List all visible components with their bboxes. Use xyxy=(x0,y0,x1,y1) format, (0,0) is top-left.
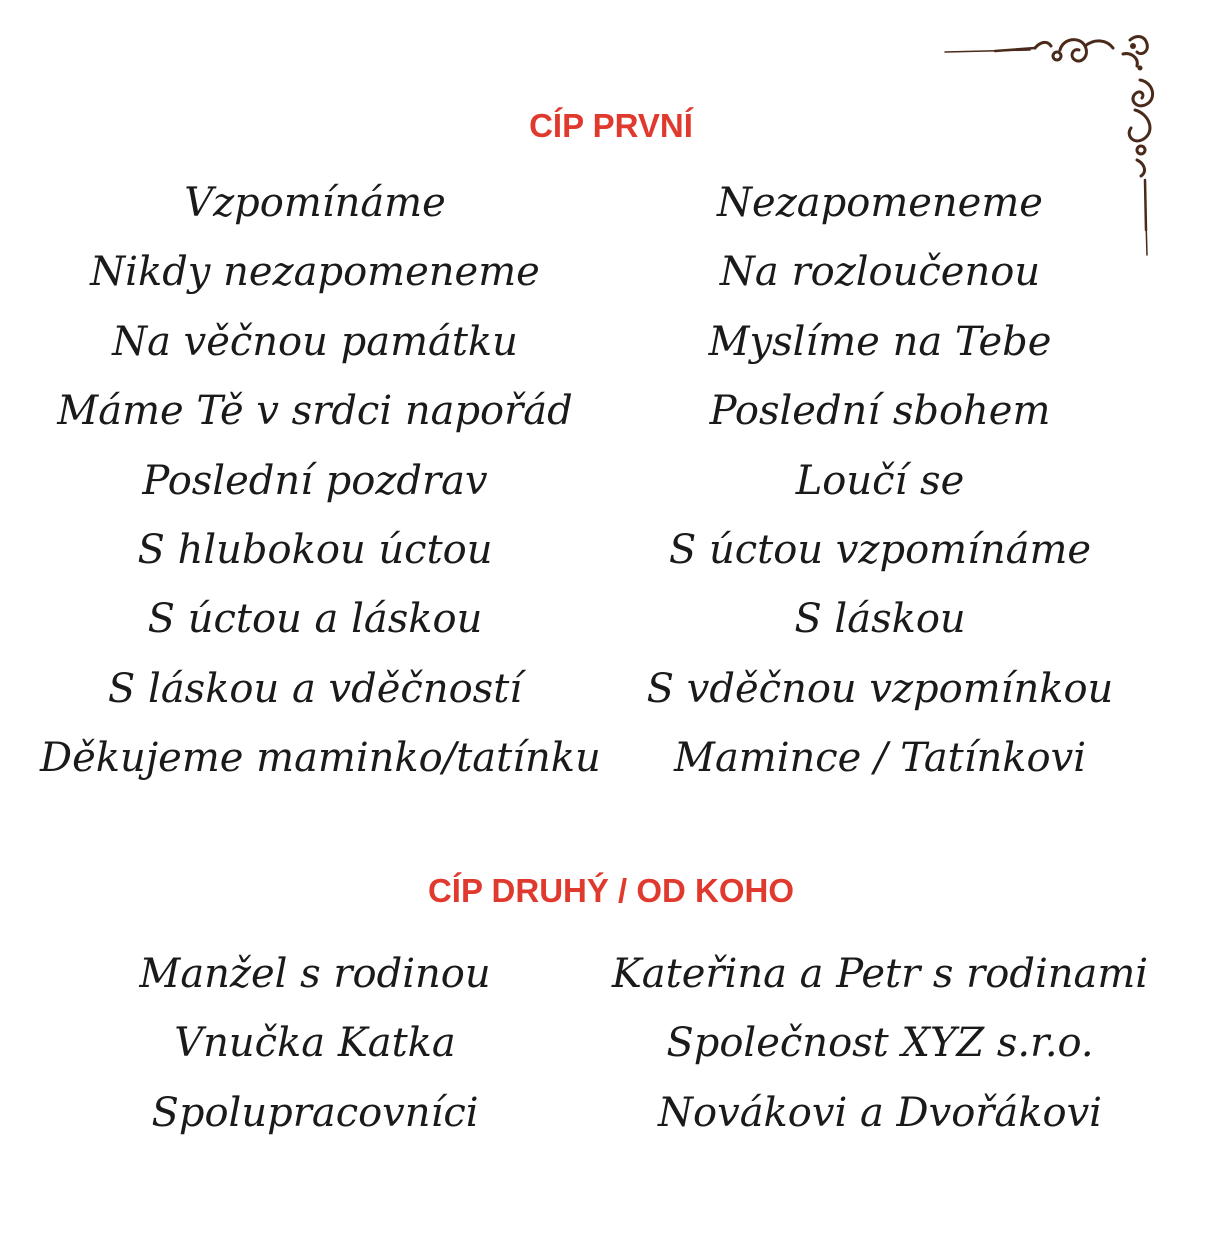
phrase-item: Vzpomínáme xyxy=(184,180,446,226)
phrase-item: Nikdy nezapomeneme xyxy=(90,249,540,296)
second-corner-right-column xyxy=(610,944,1150,1152)
phrase-item: S hlubokou úctou xyxy=(137,526,493,573)
section-heading-first-corner: CÍP PRVNÍ xyxy=(529,107,693,144)
phrase-item: Na věčnou památku xyxy=(112,318,518,365)
sender-item: Spolupracovníci xyxy=(151,1089,479,1136)
sender-item: Společnost XYZ s.r.o. xyxy=(666,1020,1094,1067)
phrase-item: S úctou vzpomínáme xyxy=(668,526,1092,573)
phrase-item: S láskou xyxy=(794,596,966,643)
phrase-item: Loučí se xyxy=(795,457,965,504)
phrase-item: Mamince / Tatínkovi xyxy=(673,735,1087,782)
sender-item: Novákovi a Dvořákovi xyxy=(658,1089,1102,1136)
first-corner-right-column xyxy=(610,173,1150,798)
phrase-item: Na rozloučenou xyxy=(719,249,1041,296)
phrase-item: Nezapomeneme xyxy=(717,180,1043,226)
phrase-item: Děkujeme maminko/tatínku xyxy=(40,735,601,782)
phrase-item: S úctou a láskou xyxy=(147,596,483,643)
section-heading-second-corner: CÍP DRUHÝ / OD KOHO xyxy=(427,872,795,909)
sender-item: Manžel s rodinou xyxy=(139,951,491,997)
second-corner-left-column xyxy=(40,944,590,1152)
sender-item: Kateřina a Petr s rodinami xyxy=(611,951,1149,997)
phrase-item: S láskou a vděčností xyxy=(107,665,523,712)
phrase-item: Poslední pozdrav xyxy=(142,457,488,504)
phrase-item: Poslední sbohem xyxy=(709,388,1051,435)
sender-item: Vnučka Katka xyxy=(174,1020,456,1067)
first-corner-left-column xyxy=(40,173,601,798)
phrase-item: Myslíme na Tebe xyxy=(708,318,1052,365)
phrase-item: S vděčnou vzpomínkou xyxy=(646,665,1114,712)
phrase-item: Máme Tě v srdci napořád xyxy=(57,388,573,435)
